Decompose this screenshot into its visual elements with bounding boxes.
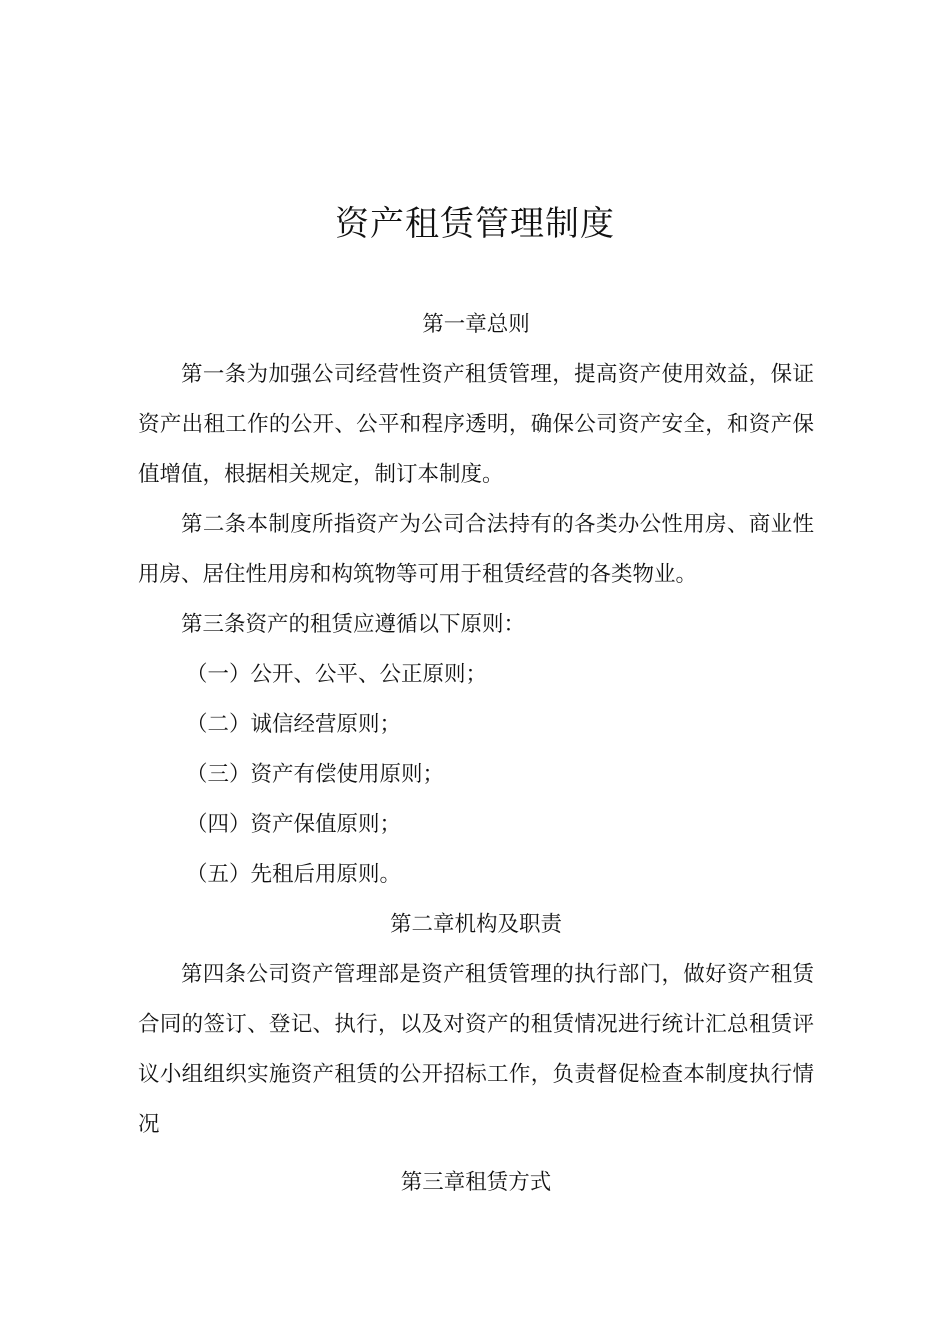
principle-item: （二）诚信经营原则；: [186, 712, 402, 737]
article-3: 第三条资产的租赁应遵循以下原则：: [181, 612, 526, 637]
spacer: [138, 1150, 814, 1158]
principle-item: （三）资产有偿使用原则；: [186, 762, 445, 787]
document-body: [138, 300, 814, 1208]
principle-item: （一）公开、公平、公正原则；: [186, 662, 488, 687]
chapter-3-heading: 第三章租赁方式: [400, 1170, 552, 1195]
chapter-1-heading: 第一章总则: [422, 312, 530, 337]
article-4: 第四条公司资产管理部是资产租赁管理的执行部门，做好资产租赁合同的签订、登记、执行，以及对资产的租赁情况进行统计汇总租赁评议小组组织实施资产租赁的公开招标工作，负责督促检查本制度执行情况: [138, 962, 814, 1137]
document-title: 资产租赁管理制度: [335, 204, 615, 244]
principle-item: （四）资产保值原则；: [186, 812, 402, 837]
article-2: 第二条本制度所指资产为公司合法持有的各类办公性用房、商业性用房、居住性用房和构筑物等可用于租赁经营的各类物业。: [138, 512, 814, 587]
chapter-2-heading: 第二章机构及职责: [389, 912, 562, 937]
article-1: 第一条为加强公司经营性资产租赁管理，提高资产使用效益，保证资产出租工作的公开、公平和程序透明，确保公司资产安全，和资产保值增值，根据相关规定，制订本制度。: [138, 362, 814, 487]
principle-item: （五）先租后用原则。: [186, 862, 402, 887]
